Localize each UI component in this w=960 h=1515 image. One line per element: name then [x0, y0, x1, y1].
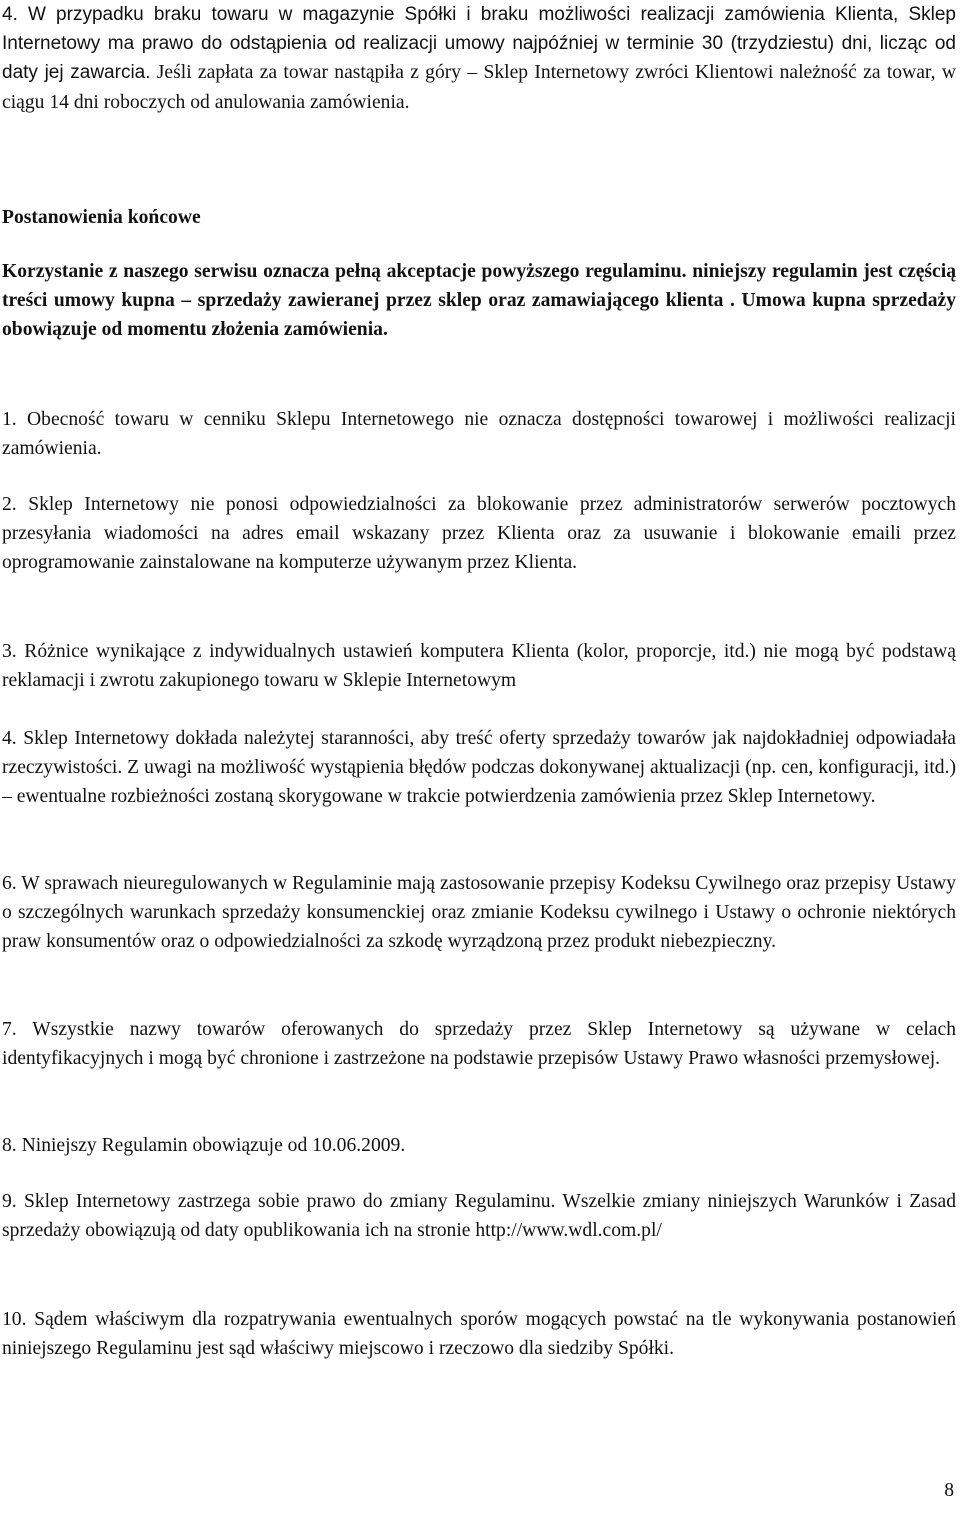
clause-3: 3. Różnice wynikające z indywidualnych ustawień komputera Klienta (kolor, proporcje, itd.) nie mogą być podstawą reklamacji i zwrotu zakupionego towaru w Sklepie Internetowym [2, 641, 956, 692]
paragraph-4-order-cancellation [2, 0, 956, 117]
page-number: 8 [944, 1480, 954, 1501]
clause-8: 8. Niniejszy Regulamin obowiązuje od 10.06.2009. [2, 1135, 406, 1156]
clause-4: 4. Sklep Internetowy dokłada należytej staranności, aby treść oferty sprzedaży towarów jak najdokładniej odpowiadała rzeczywistości. Z uwagi na możliwość wystąpienia błędów podczas dokonywanej aktualizacji (np. cen, konfiguracji, itd.) – ewentualne rozbieżności zostaną skorygowane w trakcie potwierdzenia zamówienia przez Sklep Internetowy. [2, 728, 956, 808]
clause-2: 2. Sklep Internetowy nie ponosi odpowiedzialności za blokowanie przez administratorów serwerów pocztowych przesyłania wiadomości na adres email wskazany przez Klienta oraz za usuwanie i blokowanie emaili przez oprogramowanie zainstalowane na komputerze używanym przez Klienta. [2, 494, 956, 574]
paragraph-4-refund: Jeśli zapłata za towar nastąpiła z góry – Sklep Internetowy zwróci Klientowi należność za towar, w ciągu 14 dni roboczych od anulowania zamówienia. [2, 62, 956, 113]
section-heading-final-provisions: Postanowienia końcowe [2, 207, 201, 228]
paragraph-4-lead: 4. W przypadku braku towaru w magazynie Spółki i braku możliwości realizacji zamówienia Klienta, Sklep Internetowy ma prawo do odstąpienia od realizacji umowy najpóźniej w terminie 30 (trzydziestu) dni, licząc od daty jej zawarcia. [2, 4, 956, 84]
clause-10: 10. Sądem właściwym dla rozpatrywania ewentualnych sporów mogących powstać na tle wykonywania postanowień niniejszego Regulaminu jest sąd właściwy miejscowo i rzeczowo dla siedziby Spółki. [2, 1309, 956, 1360]
acceptance-statement: Korzystanie z naszego serwisu oznacza pełną akceptacje powyższego regulaminu. niniejszy regulamin jest częścią treści umowy kupna – sprzedaży zawieranej przez sklep oraz zamawiającego klienta . Umowa kupna sprzedaży obowiązuje od momentu złożenia zamówienia. [2, 261, 956, 341]
clause-7: 7. Wszystkie nazwy towarów oferowanych do sprzedaży przez Sklep Internetowy są używane w celach identyfikacyjnych i mogą być chronione i zastrzeżone na podstawie przepisów Ustawy Prawo własności przemysłowej. [2, 1019, 956, 1070]
clause-6: 6. W sprawach nieuregulowanych w Regulaminie mają zastosowanie przepisy Kodeksu Cywilnego oraz przepisy Ustawy o szczególnych warunkach sprzedaży konsumenckiej oraz zmianie Kodeksu cywilnego i Ustawy o ochronie niektórych praw konsumentów oraz o odpowiedzialności za szkodę wyrządzoną przez produkt niebezpieczny. [2, 873, 956, 953]
clause-9: 9. Sklep Internetowy zastrzega sobie prawo do zmiany Regulaminu. Wszelkie zmiany niniejszych Warunków i Zasad sprzedaży obowiązują od daty opublikowania ich na stronie http://www.wdl.com.pl/ [2, 1191, 956, 1242]
clause-1: 1. Obecność towaru w cenniku Sklepu Internetowego nie oznacza dostępności towarowej i możliwości realizacji zamówienia. [2, 409, 956, 460]
